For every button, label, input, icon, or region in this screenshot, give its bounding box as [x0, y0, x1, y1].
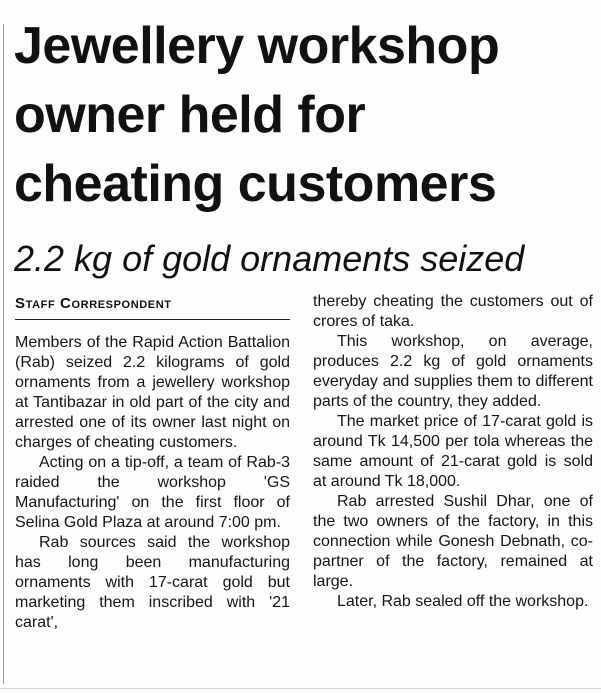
paragraph: Later, Rab sealed off the workshop.	[337, 593, 589, 610]
headline-line: Jewellery workshop	[14, 17, 500, 75]
paragraph: This workshop, on average, produces 2.2 kg of gold ornaments everyday and supplies them to different parts of the country, they added.	[313, 333, 593, 410]
headline-line: cheating customers	[14, 155, 497, 213]
article-column-right	[313, 292, 593, 612]
subheadline: 2.2 kg of gold ornaments seized	[14, 238, 525, 279]
paragraph: Members of the Rapid Action Battalion (Rab) seized 2.2 kilograms of gold ornaments from a jewellery workshop at Tantibazar in old part of the city and arrested one of its owner last night on charges of cheating customers.	[15, 334, 290, 451]
byline-divider	[15, 319, 290, 320]
byline: Staff Correspondent	[15, 295, 172, 312]
paragraph: The market price of 17-carat gold is around Tk 14,500 per tola whereas the same amount of 21-carat gold is sold at around Tk 18,000.	[313, 413, 593, 490]
bottom-border-line	[0, 688, 601, 689]
headline	[14, 12, 594, 219]
paragraph: Acting on a tip-off, a team of Rab-3 raided the workshop 'GS Manufacturing' on the first floor of Selina Gold Plaza at around 7:00 pm.	[15, 454, 290, 531]
paragraph: Rab sources said the workshop has long been manufacturing ornaments with 17-carat gold but marketing them inscribed with '21 carat',	[15, 534, 290, 631]
left-border-line	[3, 24, 4, 684]
paragraph: Rab arrested Sushil Dhar, one of the two owners of the factory, in this connection while Gonesh Debnath, co-partner of the factory, remained at large.	[313, 493, 593, 590]
article-column-left	[15, 333, 290, 633]
paragraph: thereby cheating the customers out of crores of taka.	[313, 293, 593, 330]
headline-line: owner held for	[14, 86, 366, 144]
